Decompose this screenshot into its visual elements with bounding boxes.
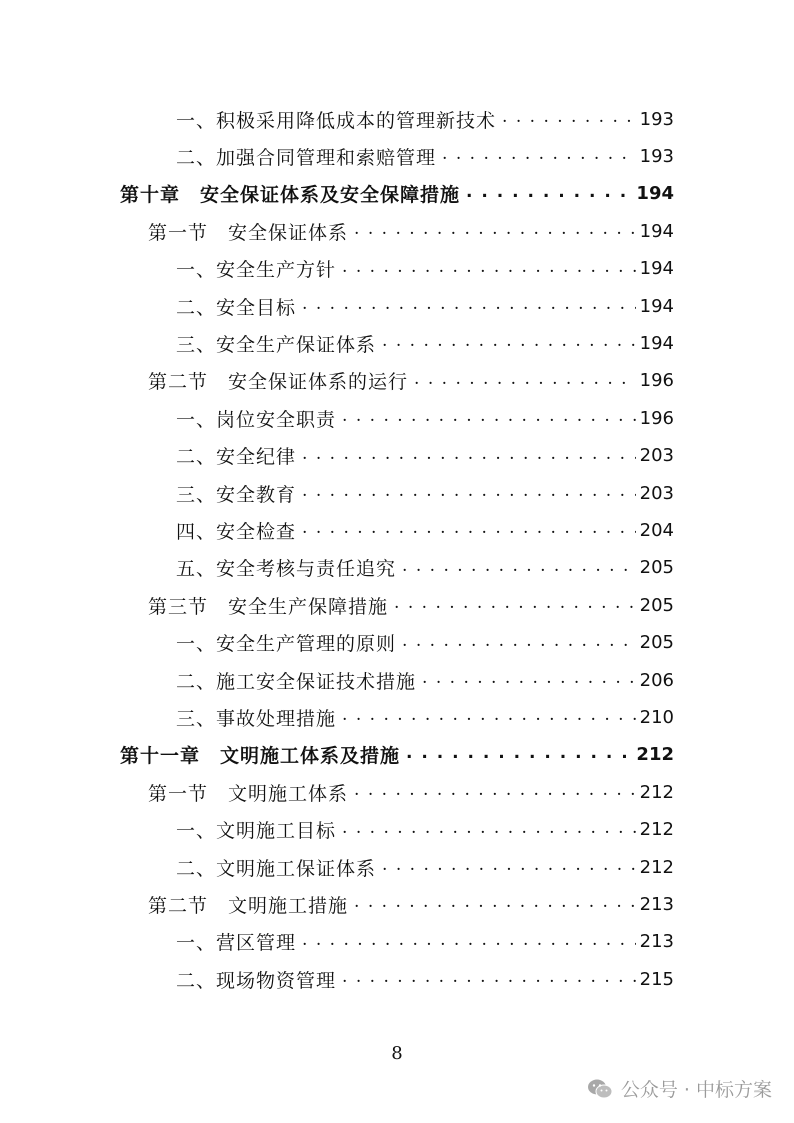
toc-entry-label: 第十一章 文明施工体系及措施 — [120, 745, 401, 768]
wechat-icon — [587, 1078, 613, 1100]
toc-dot-leader — [442, 141, 636, 171]
toc-item-entry[interactable] — [176, 104, 674, 134]
toc-chapter-entry[interactable] — [120, 740, 674, 770]
toc-entry-page: 204 — [639, 519, 674, 541]
toc-dot-leader — [422, 665, 636, 695]
toc-entry-label: 二、加强合同管理和索赔管理 — [176, 146, 437, 169]
toc-entry-page: 212 — [639, 819, 674, 841]
toc-entry-page: 193 — [639, 108, 674, 130]
toc-item-entry[interactable] — [176, 478, 674, 508]
toc-dot-leader — [406, 740, 632, 770]
toc-item-entry[interactable] — [176, 964, 674, 994]
toc-entry-page: 213 — [639, 931, 674, 953]
toc-dot-leader — [302, 927, 636, 957]
toc-section-entry[interactable] — [148, 889, 674, 919]
toc-entry-label: 二、现场物资管理 — [176, 969, 337, 992]
toc-item-entry[interactable] — [176, 628, 674, 658]
toc-entry-label: 四、安全检查 — [176, 520, 297, 543]
toc-item-entry[interactable] — [176, 441, 674, 471]
toc-dot-leader — [342, 964, 636, 994]
toc-item-entry[interactable] — [176, 403, 674, 433]
toc-dot-leader — [302, 515, 636, 545]
toc-dot-leader — [402, 553, 636, 583]
toc-dot-leader — [342, 702, 636, 732]
toc-entry-page: 194 — [639, 332, 674, 354]
toc-dot-leader — [302, 441, 636, 471]
toc-entry-page: 212 — [636, 744, 674, 766]
toc-entry-label: 五、安全考核与责任追究 — [176, 558, 397, 581]
toc-item-entry[interactable] — [176, 927, 674, 957]
toc-dot-leader — [414, 366, 636, 396]
toc-entry-label: 一、安全生产方针 — [176, 259, 337, 282]
toc-entry-label: 第二节 安全保证体系的运行 — [148, 371, 409, 394]
watermark-text: 公众号 · 中标方案 — [620, 1079, 772, 1101]
toc-item-entry[interactable] — [176, 702, 674, 732]
toc-dot-leader — [382, 852, 636, 882]
toc-entry-page: 215 — [639, 968, 674, 990]
toc-item-entry[interactable] — [176, 665, 674, 695]
toc-dot-leader — [354, 216, 636, 246]
toc-entry-label: 三、安全生产保证体系 — [176, 333, 377, 356]
toc-entry-label: 一、岗位安全职责 — [176, 408, 337, 431]
toc-entry-page: 194 — [639, 258, 674, 280]
toc-dot-leader — [302, 478, 636, 508]
toc-entry-page: 205 — [639, 594, 674, 616]
toc-entry-page: 212 — [639, 856, 674, 878]
toc-entry-page: 206 — [639, 669, 674, 691]
toc-dot-leader — [466, 179, 632, 209]
toc-section-entry[interactable] — [148, 590, 674, 620]
toc-section-entry[interactable] — [148, 216, 674, 246]
toc-chapter-entry[interactable] — [120, 179, 674, 209]
toc-item-entry[interactable] — [176, 291, 674, 321]
toc-dot-leader — [382, 328, 636, 358]
toc-entry-label: 三、事故处理措施 — [176, 707, 337, 730]
toc-entry-page: 194 — [639, 295, 674, 317]
toc-entry-page: 203 — [639, 482, 674, 504]
toc-item-entry[interactable] — [176, 328, 674, 358]
toc-item-entry[interactable] — [176, 515, 674, 545]
toc-entry-label: 二、安全纪律 — [176, 446, 297, 469]
toc-dot-leader — [502, 104, 636, 134]
toc-item-entry[interactable] — [176, 553, 674, 583]
toc-entry-label: 一、安全生产管理的原则 — [176, 633, 397, 656]
toc-entry-label: 一、营区管理 — [176, 932, 297, 955]
toc-entry-label: 三、安全教育 — [176, 483, 297, 506]
toc-section-entry[interactable] — [148, 777, 674, 807]
toc-section-entry[interactable] — [148, 366, 674, 396]
toc-entry-page: 210 — [639, 706, 674, 728]
toc-entry-page: 194 — [636, 183, 674, 205]
watermark — [587, 1075, 772, 1102]
toc-dot-leader — [354, 889, 636, 919]
page-number: 8 — [391, 1043, 403, 1064]
toc-entry-label: 二、文明施工保证体系 — [176, 857, 377, 880]
toc-entry-label: 二、施工安全保证技术措施 — [176, 670, 417, 693]
toc-dot-leader — [354, 777, 636, 807]
toc-entry-label: 一、文明施工目标 — [176, 820, 337, 843]
toc-dot-leader — [342, 403, 636, 433]
toc-entry-page: 196 — [639, 407, 674, 429]
toc-entry-label: 第一节 文明施工体系 — [148, 782, 349, 805]
toc-entry-page: 213 — [639, 893, 674, 915]
toc-dot-leader — [402, 628, 636, 658]
toc-item-entry[interactable] — [176, 815, 674, 845]
toc-dot-leader — [302, 291, 636, 321]
toc-entry-page: 193 — [639, 145, 674, 167]
toc-dot-leader — [342, 815, 636, 845]
toc-entry-label: 第二节 文明施工措施 — [148, 894, 349, 917]
toc-dot-leader — [342, 254, 636, 284]
toc-item-entry[interactable] — [176, 141, 674, 171]
toc-entry-page: 194 — [639, 220, 674, 242]
toc-entry-page: 205 — [639, 632, 674, 654]
toc-entry-page: 205 — [639, 557, 674, 579]
toc-entry-page: 212 — [639, 781, 674, 803]
toc-dot-leader — [394, 590, 636, 620]
toc-entry-label: 第十章 安全保证体系及安全保障措施 — [120, 184, 461, 207]
toc-item-entry[interactable] — [176, 852, 674, 882]
toc-entry-page: 203 — [639, 445, 674, 467]
toc-item-entry[interactable] — [176, 254, 674, 284]
toc-entry-label: 第一节 安全保证体系 — [148, 221, 349, 244]
toc-entry-label: 第三节 安全生产保障措施 — [148, 595, 389, 618]
toc-entry-label: 一、积极采用降低成本的管理新技术 — [176, 109, 497, 132]
toc-entry-page: 196 — [639, 370, 674, 392]
toc-entry-label: 二、安全目标 — [176, 296, 297, 319]
